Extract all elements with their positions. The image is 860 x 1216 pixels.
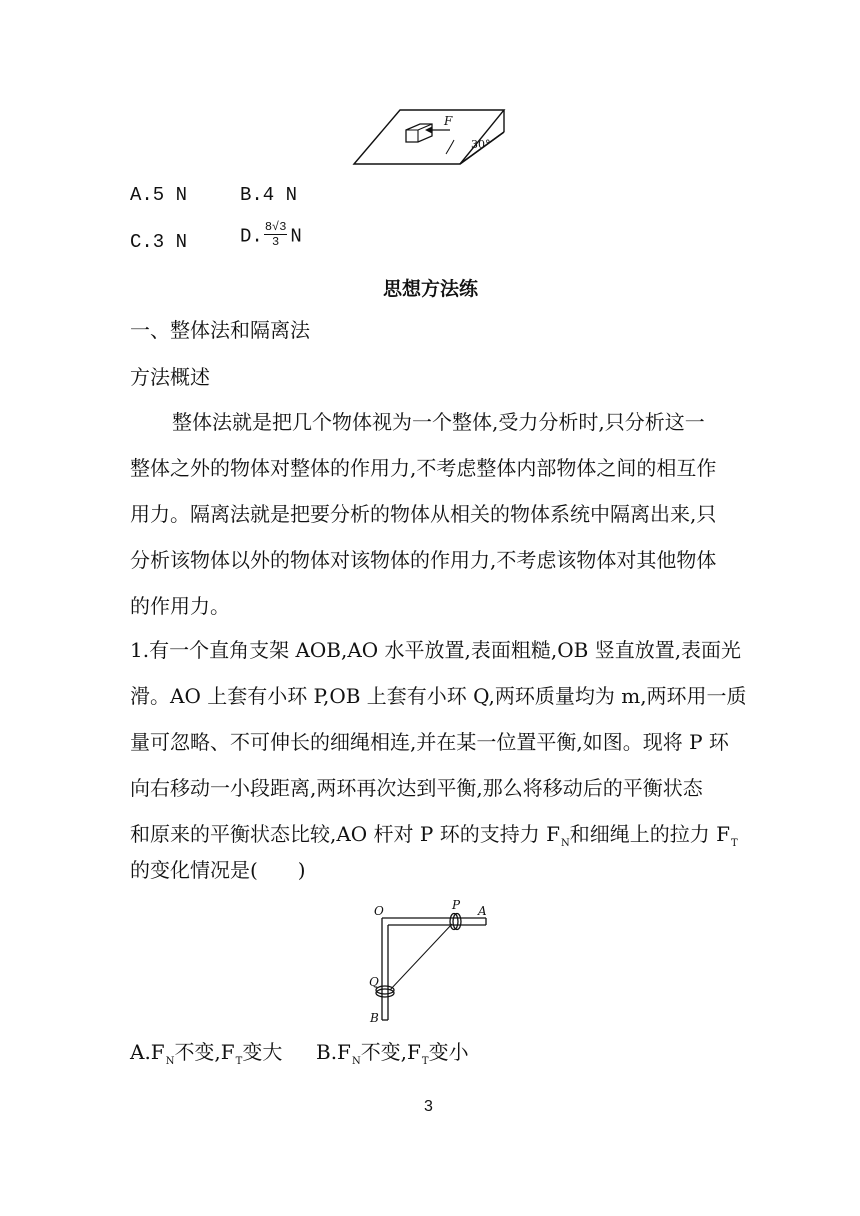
section-title: 思想方法练 bbox=[383, 278, 479, 300]
answer-a-sub-n: N bbox=[165, 1056, 175, 1067]
answer-b-prefix: B.F bbox=[316, 1040, 351, 1064]
answer-a-sub-t: T bbox=[235, 1056, 243, 1067]
paragraph-line-2: 整体之外的物体对整体的作用力,不考虑整体内部物体之间的相互作 bbox=[130, 456, 717, 480]
section-subtitle: 一、整体法和隔离法 bbox=[130, 318, 310, 342]
angle-label: 30° bbox=[471, 138, 491, 151]
paragraph-line-3: 用力。隔离法就是把要分析的物体从相关的物体系统中隔离出来,只 bbox=[130, 502, 717, 526]
option-a: A.5 N bbox=[130, 184, 188, 206]
question-line-3: 量可忽略、不可伸长的细绳相连,并在某一位置平衡,如图。现将 P 环 bbox=[130, 730, 729, 754]
page-number: 3 bbox=[424, 1098, 433, 1115]
paragraph-line-5: 的作用力。 bbox=[130, 594, 230, 618]
answer-a-prefix: A.F bbox=[130, 1040, 165, 1064]
label-q: Q bbox=[369, 975, 379, 989]
subscript-t: T bbox=[730, 838, 738, 849]
answer-b-sub-t: T bbox=[421, 1056, 429, 1067]
force-label: F bbox=[444, 114, 453, 128]
option-b: B.4 N bbox=[240, 184, 298, 206]
fraction-denominator: 3 bbox=[272, 235, 280, 249]
option-c: C.3 N bbox=[130, 231, 188, 253]
question-line-2: 滑。AO 上套有小环 P,OB 上套有小环 Q,两环质量均为 m,两环用一质 bbox=[130, 684, 747, 708]
right-angle-frame-figure bbox=[368, 898, 498, 1028]
option-d bbox=[240, 222, 302, 251]
label-b: B bbox=[370, 1011, 379, 1025]
option-d-unit: N bbox=[290, 225, 302, 248]
answer-a-end: 变大 bbox=[242, 1040, 283, 1064]
paragraph-line-4: 分析该物体以外的物体对该物体的作用力,不考虑该物体对其他物体 bbox=[130, 548, 717, 572]
answer-b bbox=[316, 1040, 469, 1069]
option-d-prefix: D. bbox=[240, 225, 263, 248]
answer-b-sub-n: N bbox=[351, 1056, 361, 1067]
method-heading: 方法概述 bbox=[130, 365, 210, 389]
question-line-6: 的变化情况是( ) bbox=[130, 858, 306, 882]
option-d-fraction bbox=[264, 220, 288, 249]
question-line-1: 1.有一个直角支架 AOB,AO 水平放置,表面粗糙,OB 竖直放置,表面光 bbox=[130, 638, 742, 662]
answer-a-mid: 不变,F bbox=[174, 1040, 235, 1064]
question-line-5-main: 和原来的平衡状态比较,AO 杆对 P 环的支持力 F bbox=[130, 822, 560, 846]
question-line-5-mid: 和细绳上的拉力 F bbox=[569, 822, 730, 846]
label-a: A bbox=[478, 904, 487, 918]
fraction-numerator: 8√3 bbox=[264, 220, 287, 234]
inclined-plane-figure bbox=[350, 104, 510, 170]
label-o: O bbox=[374, 904, 384, 918]
subscript-n: N bbox=[560, 838, 570, 849]
answer-a bbox=[130, 1040, 282, 1069]
paragraph-line-1: 整体法就是把几个物体视为一个整体,受力分析时,只分析这一 bbox=[172, 410, 705, 434]
label-p: P bbox=[452, 898, 461, 912]
question-line-4: 向右移动一小段距离,两环再次达到平衡,那么将移动后的平衡状态 bbox=[130, 776, 703, 800]
answer-b-mid: 不变,F bbox=[360, 1040, 421, 1064]
answer-b-end: 变小 bbox=[428, 1040, 469, 1064]
question-line-5 bbox=[130, 822, 738, 851]
